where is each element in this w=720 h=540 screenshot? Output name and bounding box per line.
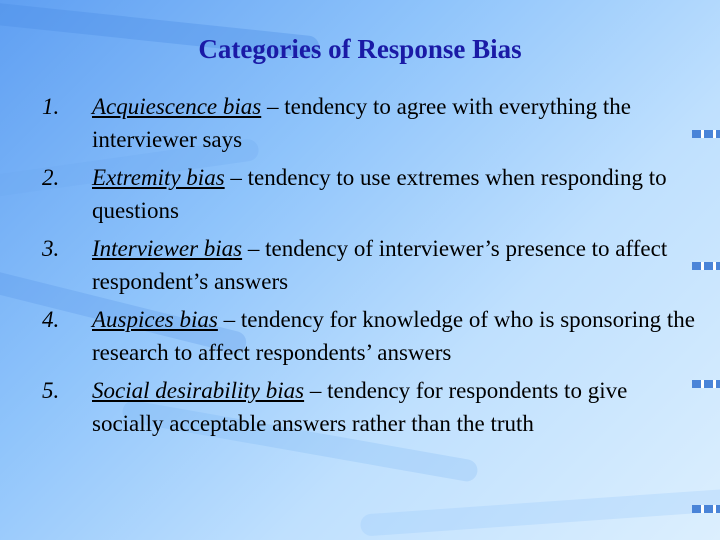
item-number: 4. bbox=[42, 307, 60, 332]
list-item bbox=[42, 374, 702, 440]
list-item bbox=[42, 303, 702, 369]
item-number: 1. bbox=[42, 94, 60, 119]
bias-term: Auspices bias bbox=[92, 307, 218, 332]
bias-description: – tendency of interviewer’s presence to affect respondent’s answers bbox=[92, 236, 668, 294]
bias-description: – tendency for knowledge of who is sponsoring the research to affect respondents’ answers bbox=[92, 307, 696, 365]
list-item bbox=[42, 90, 702, 156]
bias-term: Acquiescence bias bbox=[92, 94, 262, 119]
bias-term: Interviewer bias bbox=[92, 236, 243, 261]
bias-description: – tendency to agree with everything the interviewer says bbox=[92, 94, 632, 152]
item-number: 2. bbox=[42, 165, 60, 190]
decorative-dash bbox=[692, 505, 720, 513]
slide-title: Categories of Response Bias bbox=[198, 34, 522, 64]
background-stripe bbox=[360, 485, 720, 536]
bias-term: Social desirability bias bbox=[92, 378, 305, 403]
list-item bbox=[42, 161, 702, 227]
bias-term: Extremity bias bbox=[92, 165, 225, 190]
list-item bbox=[42, 232, 702, 298]
bias-list bbox=[42, 90, 702, 445]
bias-description: – tendency to use extremes when responding to questions bbox=[92, 165, 667, 223]
item-number: 5. bbox=[42, 378, 60, 403]
item-number: 3. bbox=[42, 236, 60, 261]
bias-description: – tendency for respondents to give socially acceptable answers rather than the truth bbox=[92, 378, 628, 436]
